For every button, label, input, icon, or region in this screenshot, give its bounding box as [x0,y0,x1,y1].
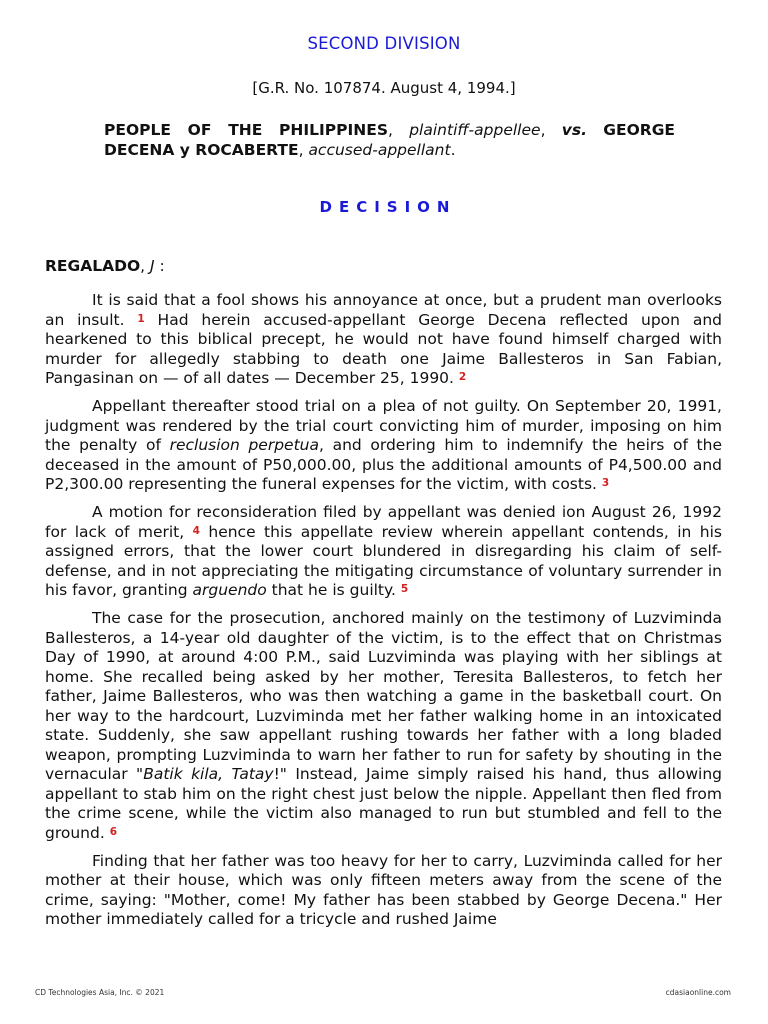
case-parties: PEOPLE OF THE PHILIPPINES, plaintiff-appellee, vs. GEORGE DECENA y ROCABERTE, accused-appellant. [104,121,675,159]
paragraph-text: hence this appellate review wherein appellant contends, in his assigned errors, that the lower court blundered in disregarding his claim of self-defense, and in not appreciating the mitigating circumstance of voluntary surrender in his favor, granting [45,522,722,599]
latin-term: arguendo [192,581,267,599]
footnote-link-3[interactable]: 3 [601,477,610,489]
paragraph-text: It is said that a fool shows his annoyance at once, but a prudent man overlooks an insult. [45,291,722,329]
paragraph-text: The case for the prosecution, anchored mainly on the testimony of Luzviminda Ballesteros, a 14-year old daughter of the victim, is to the effect that on Christmas Day of 1990, at around 4:00 P.M., said Luzviminda was playing with her siblings at home. She recalled being asked by her mother, Teresita Ballesteros, to fetch her father, Jaime Ballesteros, who was then watching a game in the basketball court. On her way to the hardcourt, Luzviminda met her father walking home in an intoxicated state. Suddenly, she saw appellant rushing towards her father with a long bladed weapon, prompting Luzviminda to warn her father to run for safety by shouting in the vernacular " [45,609,722,783]
paragraph-5 [45,852,722,930]
footnote-link-6[interactable]: 6 [109,825,118,838]
versus-label: vs. [561,121,587,139]
division-heading: SECOND DIVISION [307,34,461,53]
plaintiff-name: PEOPLE OF THE PHILIPPINES [104,121,389,139]
paragraph-text: that he is guilty. [271,581,396,599]
accused-role: accused-appellant [308,141,451,159]
footnote-link-5[interactable]: 5 [400,583,409,595]
paragraph-2 [45,397,722,495]
case-number: [G.R. No. 107874. August 4, 1994.] [252,79,516,97]
paragraph-1 [45,291,722,389]
decision-heading: DECISION [319,198,457,216]
vernacular-quote: Batik kila, Tatay [143,765,274,783]
ponente-title: J [150,257,155,275]
paragraph-3 [45,503,722,601]
paragraph-text: A motion for reconsideration filed by appellant was denied ion August 26, 1992 for lack of merit, [45,503,722,541]
footnote-link-4[interactable]: 4 [192,524,200,537]
decision-body [45,291,722,938]
plaintiff-role: plaintiff-appellee [409,121,541,139]
ponente-name: REGALADO [45,257,141,275]
paragraph-text: Appellant thereafter stood trial on a plea of not guilty. On September 20, 1991, judgment was rendered by the trial court convicting him of murder, imposing on him the penalty of [45,397,722,454]
footnote-link-2[interactable]: 2 [458,371,467,383]
footer-copyright: CD Technologies Asia, Inc. © 2021 [35,988,165,997]
paragraph-text: , and ordering him to indemnify the heirs of the deceased in the amount of P50,000.00, plus the additional amounts of P4,500.00 and P2,300.00 representing the funeral expenses for the victim, with costs. [45,436,722,493]
footer-site: cdasiaonline.com [665,988,731,997]
paragraph-text: Finding that her father was too heavy for her to carry, Luzviminda called for her mother at their house, which was only fifteen meters away from the scene of the crime, saying: "Mother, come! My father has been stabbed by George Decena." Her mother immediately called for a tricycle and rushed Jaime [45,851,722,928]
footnote-link-1[interactable]: 1 [137,312,145,325]
paragraph-text: Had herein accused-appellant George Decena reflected upon and hearkened to this biblical precept, he would not have found himself charged with murder for allegedly stabbing to death one Jaime Ballesteros in San Fabian, Pangasinan on — of all dates — December 25, 1990. [45,310,722,387]
latin-term: reclusion perpetua [169,436,319,454]
paragraph-4 [45,609,722,843]
paragraph-text: !" Instead, Jaime simply raised his hand, thus allowing appellant to stab him on the right chest just below the nipple. Appellant then fled from the crime scene, while the victim also managed to run but stumbled and fell to the ground. [45,765,723,842]
accused-name: GEORGE DECENA y ROCABERTE [104,121,675,159]
ponente: REGALADO, J : [45,257,165,275]
